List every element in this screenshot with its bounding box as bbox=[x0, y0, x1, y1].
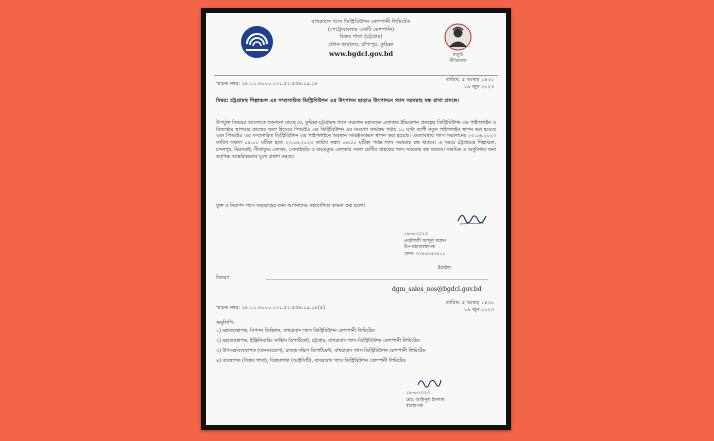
header-divider bbox=[214, 75, 498, 76]
copy-date bbox=[446, 300, 494, 314]
copy-recipient: ২) মহাব্যবস্থাপক, ইঞ্জিনিয়ারিং সার্ভিস ডিপার্টমেন্ট, চট্টগ্রাম, বাখরাবাদ গ্যাস ডিস্ট্রিবিউশন কোম্পানী লিমিটেড bbox=[216, 339, 420, 344]
document-frame bbox=[201, 8, 511, 430]
copy-memo-number: স্মারক নম্বর: ২৮.১১.৩০০০.১০১.৫১.৫৫৬.১৯.১৮(৫) bbox=[216, 305, 325, 311]
org-line: (পেট্রোবাংলার একটি কোম্পানি) bbox=[327, 26, 395, 33]
copy-recipient: ৩) উপ-মহাব্যবস্থাপক (জনসংযোগ), রাজস্ব দক্ষিণ ডিপার্টমেন্ট, বাখরাবাদ গ্যাস ডিস্ট্রিবিউশন কোম্পানী লিমিটেড bbox=[216, 349, 426, 354]
website-link[interactable]: www.bgdcl.gov.bd bbox=[328, 50, 394, 58]
org-line: বিক্রয় শাখা (চট্টগ্রাম) bbox=[339, 34, 383, 40]
memo-date bbox=[446, 77, 494, 91]
signature-icon bbox=[456, 209, 490, 227]
letter-subject bbox=[216, 97, 496, 105]
emblem-caption bbox=[438, 53, 478, 64]
memo-number: স্মারক নম্বর: ২৮.১১.৩০০০.১০১.৫১.৫৫৬.১৯.১৮ bbox=[216, 81, 318, 87]
portrait-emblem-icon bbox=[444, 23, 472, 51]
distribution-line bbox=[266, 279, 488, 280]
letter-closing: যুক্ত ও নিরাপদ গ্যাস সরবরাহের জন্য আপনাদের সহযোগিতা কামনা করা হলো। bbox=[216, 204, 366, 209]
date-bangla: ৫ আষাঢ় ১৪৩০ bbox=[461, 77, 494, 83]
copy-date-english: ১৯ জুন ২০২৩ bbox=[463, 307, 494, 313]
signatory-phone: ফোন: ০২৪৪০৫৩৫১২ bbox=[404, 251, 446, 257]
date-english: ১৯ জুন ২০২৩ bbox=[463, 84, 494, 90]
signature-icon bbox=[416, 375, 442, 389]
copy-date-bangla: ৫ আষাঢ় ১৪৩০ bbox=[461, 300, 494, 306]
copy-date-label: তারিখ: bbox=[445, 300, 461, 306]
date-label: তারিখ: bbox=[445, 77, 461, 83]
signatory-name: প্রকৌশলী আব্দুল মান্নান bbox=[404, 238, 446, 244]
copy-recipient: ৪) ব্যবস্থাপক (বিক্রয় শাখা), বিক্রয়শাখা (আইসিটি), বাখরাবাদ গ্যাস ডিস্ট্রিবিউশন কোম্পানী লিমিটেড bbox=[216, 359, 406, 364]
subject-label: বিষয়: bbox=[216, 98, 229, 104]
org-line: প্রধান কার্যালয়: চাঁপাপুর, কুমিল্লা bbox=[328, 41, 394, 48]
org-line: বাখরাবাদ গ্যাস ডিস্ট্রিবিউশন কোম্পানী লিমিটেড bbox=[311, 19, 411, 25]
emblem-caption-line: মজুরি bbox=[452, 53, 464, 58]
emblem-caption-line: নীতিমালা bbox=[449, 58, 467, 64]
copy-recipient: ১) মহাব্যবস্থাপক, বিপণন ডিভিশন, বাখরাবাদ গ্যাস ডিস্ট্রিবিউশন কোম্পানী লিমিটেড bbox=[216, 329, 375, 334]
signatory2-date: ১৯-৬-২০২৩ bbox=[406, 391, 430, 396]
signatory2-designation: ব্যবস্থাপক bbox=[406, 404, 423, 409]
subject-text: চট্টগ্রামস্থ শিল্পাঞ্চল এর সম্প্রসারিত ডিস্ট্রিবিউশন এর উৎপাদন ছাড়াও উৎপাদনে গ্যাস সরবরাহ বন্ধ রাখা প্রসঙ্গে। bbox=[230, 98, 460, 104]
copy-recipient-list bbox=[216, 328, 492, 368]
letter-body: উপর্যুক্ত বিষয়ের আলোকে জানানো যাচ্ছে যে, কুমিল্লা-চট্টগ্রামস্থ গ্যাস সঞ্চালন মহাসড়ক এলাকার ইভিকেশন প্রকল্পের ডিস্ট্রিবিউশন এর পাইপলাইন ও রিজার্ভার স্থাপনের কাজের অংশ হিসেবে পিআইএ এর ডিস্ট্রিবিউশন এর সংযোগ কার্যক্রম পর্যায় ১০ ঘণ্টা ব্যাপী নতুন পাইপলাইন স্থাপন করা হয়েছে এবং পিআইএ এর সম্প্রসারিত ডিস্ট্রিবিউশন এর পাইপলাইনে অবস্থান সামঞ্জস্যকরণ স্থাপন করা হয়েছে। এমতাবস্থায় গ্যাস সঞ্চালনের ২৩.০৬.২০২৩ তারিখ সকাল ০৯:০০ ঘটিকা হতে ২৩.০৬.২০২৩ তারিখ সন্ধ্যা ০৬:০০ ঘটিকা পর্যন্ত গ্যাস সরবরাহ বন্ধ থাকবে। এ সময়ে চট্টগ্রামের শিল্পাঞ্চল, চন্দনপুর, মিরসরাই, সীতাকুণ্ড এলাকা, সোনাইছড়ি ও বাড়বকুণ্ড এলাকায় সকল শ্রেণীর গ্রাহকের গ্যাস সরবরাহ বন্ধ থাকবে। সাময়িক এ অসুবিধার জন্য কর্তৃপক্ষ আন্তরিকভাবে দুঃখ প্রকাশ করছে। bbox=[216, 121, 496, 160]
signatory-email-label: ইমেইল: bbox=[438, 266, 452, 271]
signatory-block bbox=[404, 232, 446, 258]
company-logo-icon bbox=[240, 25, 274, 59]
document-page bbox=[206, 13, 506, 425]
signatory-date: ১৯-৬-২০২৩ bbox=[404, 232, 428, 237]
signatory2-block bbox=[406, 391, 444, 411]
copy-intro: অনুলিপি: bbox=[216, 321, 235, 326]
signatory-designation: উপ-মহাব্যবস্থাপক bbox=[404, 245, 436, 250]
signatory2-name: মোঃ আমিনুল ইসলাম bbox=[406, 397, 445, 403]
distribution-label: বিতরণ bbox=[216, 276, 230, 281]
contact-email[interactable]: dgm_sales_nos@bgdcl.gov.bd bbox=[392, 286, 482, 293]
organization-header bbox=[301, 19, 421, 59]
